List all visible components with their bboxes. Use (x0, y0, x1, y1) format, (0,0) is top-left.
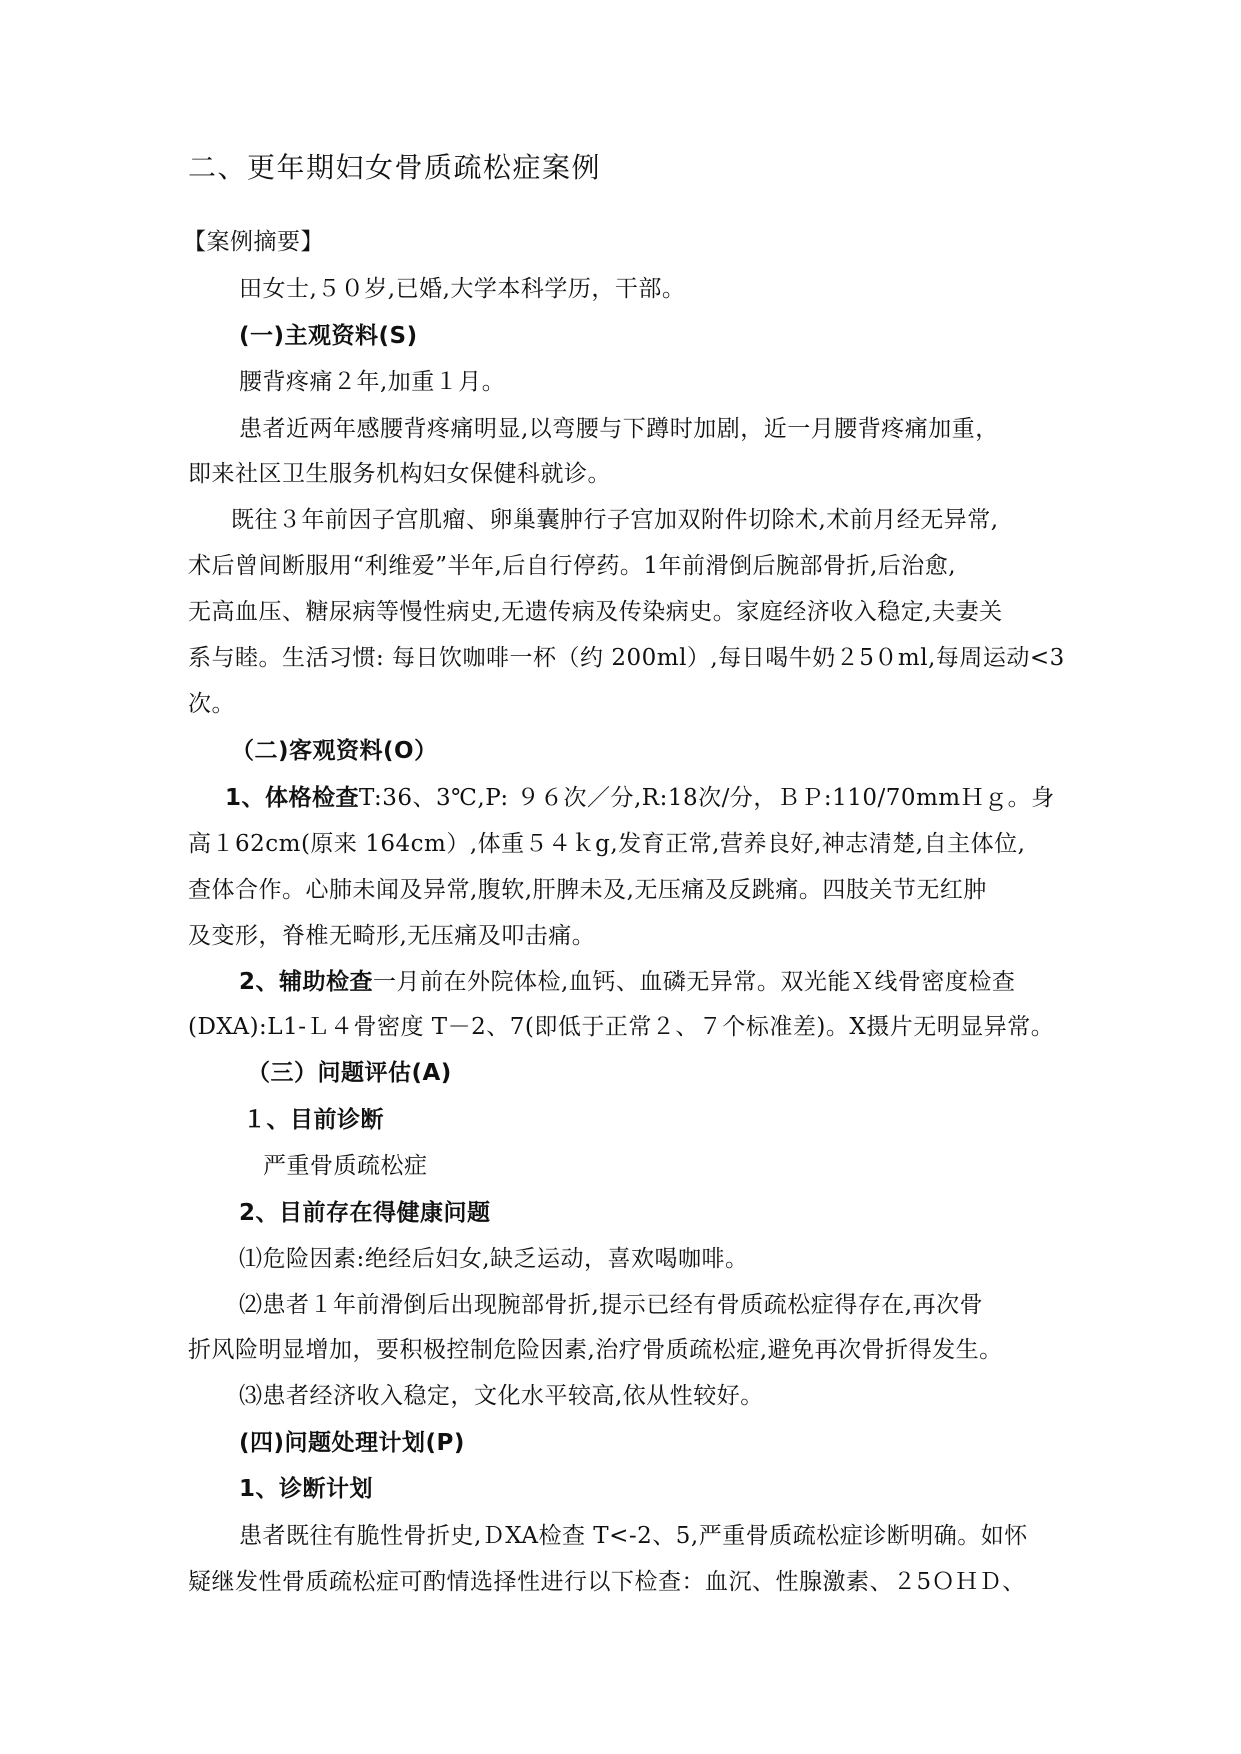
assessment-heading: （三）问题评估(A) (247, 1060, 452, 1086)
aux-exam-text-1: 一月前在外院体检,血钙、血磷无异常。双光能Ｘ线骨密度检查 (373, 969, 1016, 995)
diagnosis-heading: １、目前诊断 (243, 1107, 384, 1133)
history-line-2: 即来社区卫生服务机构妇女保健科就诊。 (188, 461, 611, 487)
diagnosis-text: 严重骨质疏松症 (263, 1153, 428, 1179)
exam-line-2: 高１62cm(原来 164cm）,体重５４ｋg,发育正常,营养良好,神志清楚,自主体位, (188, 831, 1026, 857)
exam-label: 1、体格检查 (225, 785, 360, 811)
past-history-line-1: 既往３年前因子宫肌瘤、卵巢囊肿行子宫加双附件切除术,术前月经无异常, (231, 507, 999, 533)
aux-exam-line-1 (239, 966, 1015, 998)
exam-text-1: T:36、3℃,P: ９６次／分,R:18次/分，ＢＰ:110/70mmＨｇ。身 (359, 785, 1055, 811)
exam-line-1 (225, 782, 1055, 814)
past-history-line-3: 无高血压、糖尿病等慢性病史,无遗传病及传染病史。家庭经济收入稳定,夫妻关 (188, 599, 1003, 625)
past-history-line-2: 术后曾间断服用“利维爱”半年,后自行停药。1年前滑倒后腕部骨折,后治愈, (188, 553, 957, 579)
aux-exam-line-2: (DXA):L1-Ｌ４骨密度 T－2、7(即低于正常２、７个标准差)。X摄片无明显异常。 (188, 1014, 1055, 1040)
chief-complaint: 腰背疼痛２年,加重１月。 (239, 369, 506, 395)
plan-line-1: 患者既往有脆性骨折史,ＤXA检查 T<-2、5,严重骨质疏松症诊断明确。如怀 (239, 1523, 1028, 1549)
problem-1: ⑴危险因素:绝经后妇女,缺乏运动，喜欢喝咖啡。 (239, 1246, 749, 1272)
objective-heading: （二)客观资料(O） (231, 738, 438, 764)
health-problems-heading: 2、目前存在得健康问题 (239, 1200, 491, 1226)
summary-heading: 【案例摘要】 (183, 229, 324, 255)
problem-3: ⑶患者经济收入稳定，文化水平较高,依从性较好。 (239, 1383, 764, 1409)
subjective-heading: (一)主观资料(S) (239, 323, 418, 349)
patient-info: 田女士,５０岁,已婚,大学本科学历，干部。 (239, 276, 686, 302)
exam-line-4: 及变形，脊椎无畸形,无压痛及叩击痛。 (188, 923, 596, 949)
history-line-1: 患者近两年感腰背疼痛明显,以弯腰与下蹲时加剧，近一月腰背疼痛加重， (239, 416, 999, 442)
exam-line-3: 查体合作。心肺未闻及异常,腹软,肝脾未及,无压痛及反跳痛。四肢关节无红肿 (188, 877, 987, 903)
plan-section-heading: (四)问题处理计划(P) (239, 1430, 465, 1456)
problem-2-line-2: 折风险明显增加，要积极控制危险因素,治疗骨质疏松症,避免再次骨折得发生。 (188, 1337, 1003, 1363)
document-title: 二、更年期妇女骨质疏松症案例 (188, 151, 602, 184)
past-history-line-4: 系与睦。生活习惯: 每日饮咖啡一杯（约 200ml）,每日喝牛奶２5０ml,每周运动<3 (188, 645, 1065, 671)
diagnostic-plan-heading: 1、诊断计划 (239, 1476, 374, 1502)
plan-line-2: 疑继发性骨质疏松症可酌情选择性进行以下检查：血沉、性腺激素、２5ＯＨＤ、 (188, 1569, 1026, 1595)
past-history-line-5: 次。 (188, 691, 235, 717)
problem-2-line-1: ⑵患者１年前滑倒后出现腕部骨折,提示已经有骨质疏松症得存在,再次骨 (239, 1292, 984, 1318)
aux-exam-label: 2、辅助检查 (239, 969, 374, 995)
